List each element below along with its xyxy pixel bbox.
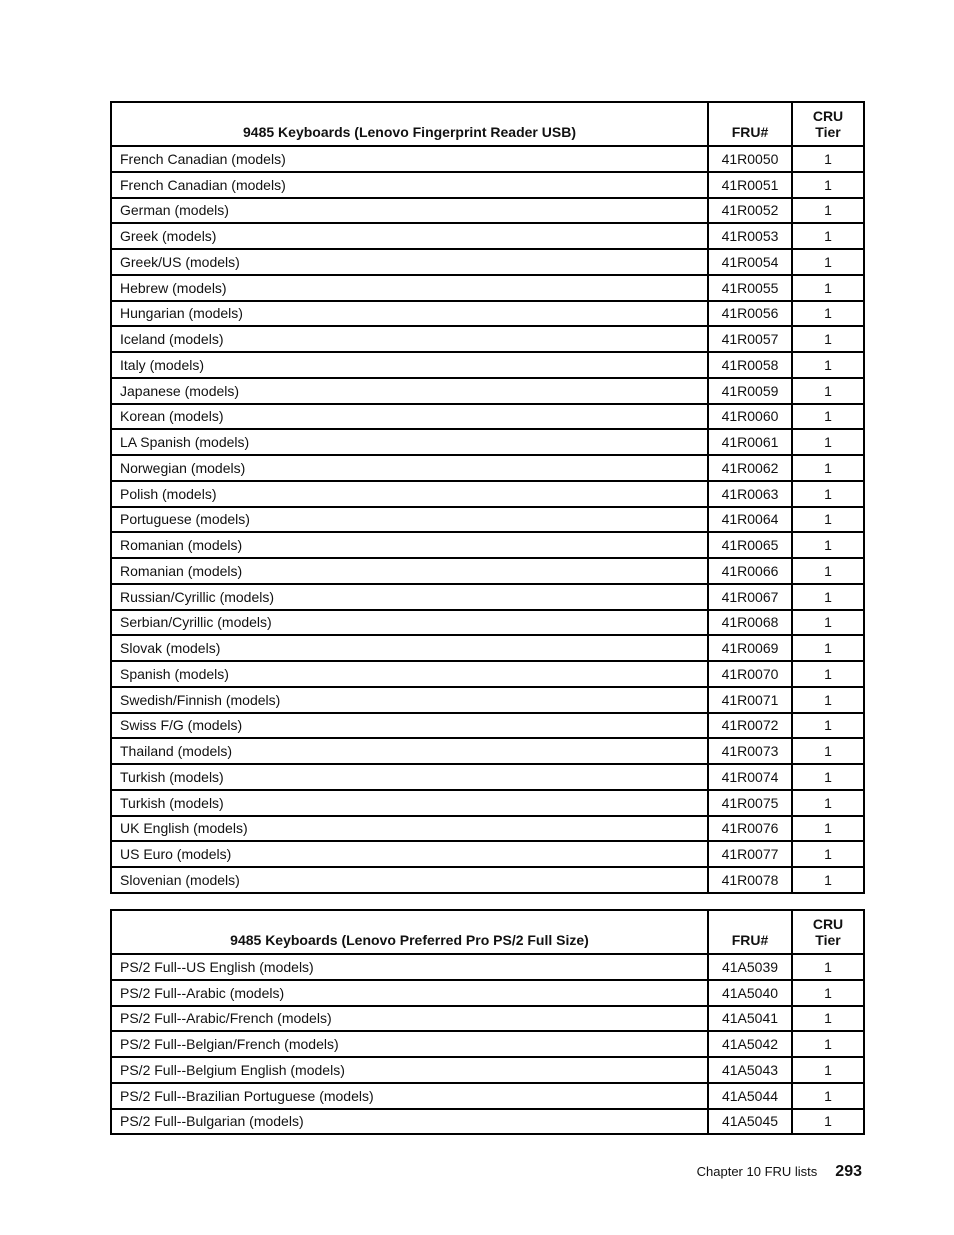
cell-description: Turkish (models) <box>111 764 708 790</box>
table-row <box>111 223 864 249</box>
cell-fru-number: 41R0071 <box>708 687 792 713</box>
table-row <box>111 249 864 275</box>
cell-cru-tier: 1 <box>792 275 864 301</box>
cell-cru-tier: 1 <box>792 301 864 327</box>
cell-cru-tier: 1 <box>792 687 864 713</box>
fru-table-ps2-full-size <box>110 909 865 1135</box>
cell-cru-tier: 1 <box>792 635 864 661</box>
cell-fru-number: 41R0050 <box>708 146 792 172</box>
cell-fru-number: 41A5041 <box>708 1006 792 1032</box>
cell-cru-tier: 1 <box>792 558 864 584</box>
cell-fru-number: 41R0057 <box>708 326 792 352</box>
column-header-cru-tier <box>792 102 864 146</box>
table-row <box>111 584 864 610</box>
cell-fru-number: 41R0075 <box>708 790 792 816</box>
table-row <box>111 980 864 1006</box>
cell-cru-tier: 1 <box>792 790 864 816</box>
tier-label: Tier <box>815 124 841 140</box>
cell-description: Romanian (models) <box>111 558 708 584</box>
cell-cru-tier: 1 <box>792 841 864 867</box>
cell-cru-tier: 1 <box>792 172 864 198</box>
table-row <box>111 790 864 816</box>
cell-description: Korean (models) <box>111 404 708 430</box>
cell-cru-tier: 1 <box>792 816 864 842</box>
cell-description: Spanish (models) <box>111 661 708 687</box>
cell-cru-tier: 1 <box>792 507 864 533</box>
cell-description: Hungarian (models) <box>111 301 708 327</box>
cell-fru-number: 41R0063 <box>708 481 792 507</box>
cell-description: LA Spanish (models) <box>111 429 708 455</box>
cell-fru-number: 41R0056 <box>708 301 792 327</box>
table-row <box>111 558 864 584</box>
cell-cru-tier: 1 <box>792 198 864 224</box>
cell-description: UK English (models) <box>111 816 708 842</box>
cell-fru-number: 41R0059 <box>708 378 792 404</box>
table-row <box>111 172 864 198</box>
column-header-fru: FRU# <box>708 910 792 954</box>
cell-fru-number: 41R0058 <box>708 352 792 378</box>
cell-cru-tier: 1 <box>792 1057 864 1083</box>
cell-cru-tier: 1 <box>792 764 864 790</box>
table-row <box>111 507 864 533</box>
cell-cru-tier: 1 <box>792 1083 864 1109</box>
cell-description: Swiss F/G (models) <box>111 713 708 739</box>
cell-fru-number: 41A5042 <box>708 1031 792 1057</box>
fru-table-fingerprint-usb <box>110 101 865 894</box>
table-row <box>111 429 864 455</box>
cell-description: Greek (models) <box>111 223 708 249</box>
table-body <box>111 146 864 893</box>
table-row <box>111 455 864 481</box>
table-row <box>111 198 864 224</box>
cell-fru-number: 41R0074 <box>708 764 792 790</box>
cell-description: French Canadian (models) <box>111 146 708 172</box>
cell-cru-tier: 1 <box>792 378 864 404</box>
table-row <box>111 146 864 172</box>
cell-description: French Canadian (models) <box>111 172 708 198</box>
cell-fru-number: 41R0053 <box>708 223 792 249</box>
table-row <box>111 954 864 980</box>
cell-description: Hebrew (models) <box>111 275 708 301</box>
table-row <box>111 481 864 507</box>
cell-fru-number: 41R0051 <box>708 172 792 198</box>
table-body <box>111 954 864 1134</box>
cell-cru-tier: 1 <box>792 404 864 430</box>
cell-cru-tier: 1 <box>792 1006 864 1032</box>
cell-cru-tier: 1 <box>792 584 864 610</box>
table-row <box>111 687 864 713</box>
cell-cru-tier: 1 <box>792 455 864 481</box>
cell-fru-number: 41R0064 <box>708 507 792 533</box>
cell-fru-number: 41R0076 <box>708 816 792 842</box>
cell-cru-tier: 1 <box>792 532 864 558</box>
cell-cru-tier: 1 <box>792 954 864 980</box>
table-row <box>111 635 864 661</box>
table-row <box>111 841 864 867</box>
table-row <box>111 378 864 404</box>
cell-description: PS/2 Full--Arabic (models) <box>111 980 708 1006</box>
cell-fru-number: 41R0068 <box>708 610 792 636</box>
table-row <box>111 352 864 378</box>
column-header-fru: FRU# <box>708 102 792 146</box>
cru-label: CRU <box>812 108 844 124</box>
cell-description: Russian/Cyrillic (models) <box>111 584 708 610</box>
cell-fru-number: 41R0066 <box>708 558 792 584</box>
table-row <box>111 1109 864 1135</box>
cell-fru-number: 41R0052 <box>708 198 792 224</box>
cell-description: PS/2 Full--Bulgarian (models) <box>111 1109 708 1135</box>
cell-fru-number: 41R0065 <box>708 532 792 558</box>
cell-fru-number: 41R0073 <box>708 738 792 764</box>
cell-cru-tier: 1 <box>792 326 864 352</box>
cell-description: Japanese (models) <box>111 378 708 404</box>
chapter-label: Chapter 10 FRU lists <box>696 1164 818 1179</box>
table-row <box>111 326 864 352</box>
cell-description: Polish (models) <box>111 481 708 507</box>
cell-description: Romanian (models) <box>111 532 708 558</box>
cell-fru-number: 41A5040 <box>708 980 792 1006</box>
table-row <box>111 764 864 790</box>
cell-cru-tier: 1 <box>792 481 864 507</box>
table-row <box>111 1083 864 1109</box>
cell-cru-tier: 1 <box>792 610 864 636</box>
cell-fru-number: 41A5044 <box>708 1083 792 1109</box>
table-header-row <box>111 910 864 954</box>
cell-cru-tier: 1 <box>792 661 864 687</box>
cell-fru-number: 41R0054 <box>708 249 792 275</box>
cell-cru-tier: 1 <box>792 249 864 275</box>
table-row <box>111 610 864 636</box>
page-footer <box>697 1163 862 1181</box>
table-row <box>111 275 864 301</box>
page-number: 293 <box>835 1163 862 1180</box>
cell-cru-tier: 1 <box>792 1031 864 1057</box>
cell-fru-number: 41R0077 <box>708 841 792 867</box>
cell-cru-tier: 1 <box>792 429 864 455</box>
cell-fru-number: 41R0070 <box>708 661 792 687</box>
cell-description: German (models) <box>111 198 708 224</box>
cell-description: PS/2 Full--Arabic/French (models) <box>111 1006 708 1032</box>
cell-description: Slovenian (models) <box>111 867 708 893</box>
table-row <box>111 816 864 842</box>
cell-cru-tier: 1 <box>792 146 864 172</box>
cell-fru-number: 41R0062 <box>708 455 792 481</box>
cell-description: Italy (models) <box>111 352 708 378</box>
table-row <box>111 738 864 764</box>
cell-cru-tier: 1 <box>792 738 864 764</box>
column-header-description: 9485 Keyboards (Lenovo Fingerprint Reader USB) <box>111 102 708 146</box>
cell-fru-number: 41R0067 <box>708 584 792 610</box>
table-row <box>111 1006 864 1032</box>
cell-description: Greek/US (models) <box>111 249 708 275</box>
cell-description: Swedish/Finnish (models) <box>111 687 708 713</box>
cell-cru-tier: 1 <box>792 223 864 249</box>
cell-fru-number: 41R0069 <box>708 635 792 661</box>
cell-description: Slovak (models) <box>111 635 708 661</box>
table-row <box>111 661 864 687</box>
cell-description: US Euro (models) <box>111 841 708 867</box>
cell-cru-tier: 1 <box>792 980 864 1006</box>
table-row <box>111 532 864 558</box>
table-row <box>111 404 864 430</box>
cell-description: Norwegian (models) <box>111 455 708 481</box>
cell-description: Turkish (models) <box>111 790 708 816</box>
table-row <box>111 301 864 327</box>
cell-description: PS/2 Full--Belgian/French (models) <box>111 1031 708 1057</box>
cell-fru-number: 41R0061 <box>708 429 792 455</box>
cell-fru-number: 41R0072 <box>708 713 792 739</box>
cell-fru-number: 41R0060 <box>708 404 792 430</box>
table-row <box>111 1031 864 1057</box>
table-row <box>111 867 864 893</box>
cell-description: PS/2 Full--US English (models) <box>111 954 708 980</box>
cell-fru-number: 41A5045 <box>708 1109 792 1135</box>
table-row <box>111 713 864 739</box>
column-header-cru-tier <box>792 910 864 954</box>
cru-label: CRU <box>812 916 844 932</box>
cell-fru-number: 41A5043 <box>708 1057 792 1083</box>
cell-description: Iceland (models) <box>111 326 708 352</box>
tier-label: Tier <box>815 932 841 948</box>
cell-description: Thailand (models) <box>111 738 708 764</box>
table-row <box>111 1057 864 1083</box>
cell-fru-number: 41A5039 <box>708 954 792 980</box>
cell-fru-number: 41R0078 <box>708 867 792 893</box>
cell-cru-tier: 1 <box>792 352 864 378</box>
cell-cru-tier: 1 <box>792 713 864 739</box>
cell-description: PS/2 Full--Brazilian Portuguese (models) <box>111 1083 708 1109</box>
cell-description: PS/2 Full--Belgium English (models) <box>111 1057 708 1083</box>
column-header-description: 9485 Keyboards (Lenovo Preferred Pro PS/2 Full Size) <box>111 910 708 954</box>
table-header-row <box>111 102 864 146</box>
cell-fru-number: 41R0055 <box>708 275 792 301</box>
cell-cru-tier: 1 <box>792 1109 864 1135</box>
cell-cru-tier: 1 <box>792 867 864 893</box>
cell-description: Serbian/Cyrillic (models) <box>111 610 708 636</box>
cell-description: Portuguese (models) <box>111 507 708 533</box>
